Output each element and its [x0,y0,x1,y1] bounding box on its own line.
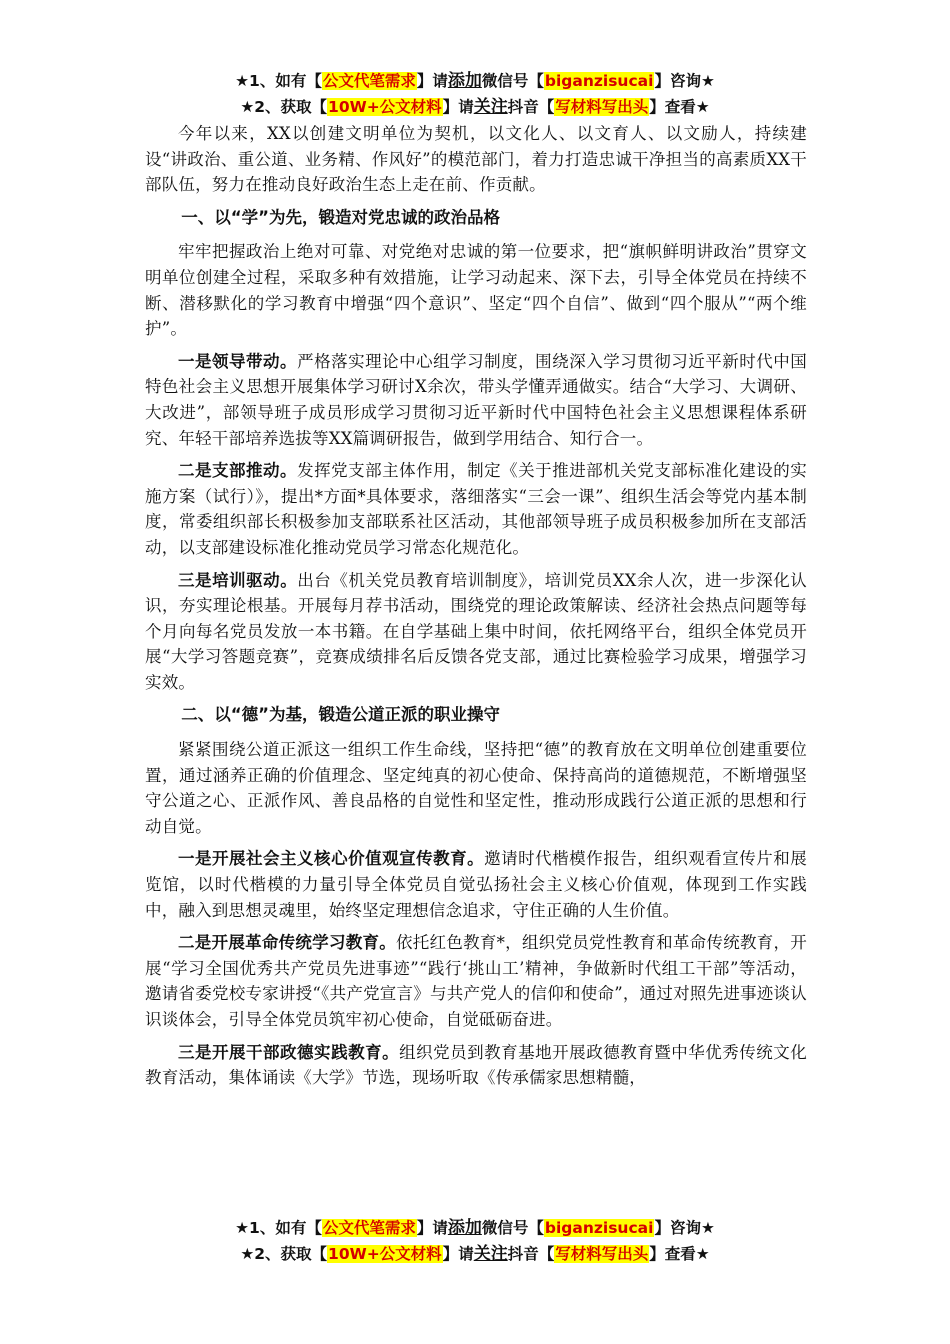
section-1-intro: 牢牢把握政治上绝对可靠、对党绝对忠诚的第一位要求，把“旗帜鲜明讲政治”贯穿文明单位创建全过程，采取多种有效措施，让学习动起来、深下去，引导全体党员在持续不断、潜移默化的学习教育中增强“四个意识”、坚定“四个自信”、做到“四个服从”“两个维护”。 [145,242,807,339]
promo-line-2: ★2、获取【10W+公文材料】请关注抖音【写材料写出头】查看★ [240,97,710,117]
star-icon: ★ [695,1245,710,1263]
highlight-text: 公文代笔需求 [322,72,416,90]
item-text: 依托红色教育*，组织党员党性教育和革命传统教育，开展“学习全国优秀共产党员先进事迹”“践行‘挑山工’精神，争做新时代组工干部”等活动，邀请省委党校专家讲授“《共产党宣言》与共产党人的信仰和使命”，通过对照先进事迹谈认识谈体会，引导全体党员筑牢初心使命，自觉砥砺奋进。 [145,933,807,1029]
wechat-id: biganzisucai [544,72,654,90]
section-1-item-2 [145,458,807,560]
section-1-item-1 [145,349,807,451]
douyin-account: 写材料写出头 [555,1245,649,1263]
highlight-text: 公文代笔需求 [322,1219,416,1237]
item-text: 出台《机关党员教育培训制度》，培训党员XX余人次，进一步深化认识，夯实理论根基。开展每月荐书活动，围绕党的理论政策解读、经济社会热点问题等每个月向每名党员发放一本书籍。在自学基础上集中时间，依托网络平台，组织全体党员开展“大学习答题竞赛”，竞赛成绩排名后反馈各党支部，通过比赛检验学习成果，增强学习实效。 [145,570,807,692]
item-lead: 二是开展革命传统学习教育。 [178,933,397,953]
section-1-heading: 一、以“学”为先，锻造对党忠诚的政治品格 [181,207,500,227]
section-2-intro: 紧紧围绕公道正派这一组织工作生命线，坚持把“德”的教育放在文明单位创建重要位置，通过涵养正确的价值理念、坚定纯真的初心使命、保持高尚的道德规范，不断增强坚守公道之心、正派作风、善良品格的自觉性和坚定性，推动形成践行公道正派的思想和行动自觉。 [145,740,807,836]
star-icon: ★ [700,72,715,90]
intro-paragraph: 今年以来，XX以创建文明单位为契机，以文化人、以文育人、以文励人，持续建设“讲政治、重公道、业务精、作风好”的模范部门，着力打造忠诚干净担当的高素质XX干部队伍，努力在推动良好政治生态上走在前、作贡献。 [145,124,807,195]
promo-line-1: ★1、如有【公文代笔需求】请添加微信号【biganzisucai】咨询★ [235,1218,715,1238]
item-lead: 三是开展干部政德实践教育。 [178,1042,400,1062]
douyin-account: 写材料写出头 [555,98,649,116]
star-icon: ★ [700,1219,715,1237]
item-lead: 一是开展社会主义核心价值观宣传教育。 [178,849,485,869]
promo-line-1: ★1、如有【公文代笔需求】请添加微信号【biganzisucai】咨询★ [235,71,715,91]
item-lead: 二是支部推动。 [178,461,298,481]
item-text: 邀请时代楷模作报告，组织观看宣传片和展览馆，以时代楷模的力量引导全体党员自觉弘扬社会主义核心价值观，体现到工作实践中，融入到思想灵魂里，始终坚定理想信念追求，守住正确的人生价值。 [145,849,807,920]
section-2-item-1 [145,846,807,923]
star-icon: ★ [695,98,710,116]
section-2-item-3 [145,1040,807,1091]
highlight-text: 10W+公文材料 [328,1245,442,1263]
promo-banner-bottom [0,1215,950,1267]
item-text: 严格落实理论中心组学习制度，围绕深入学习贯彻习近平新时代中国特色社会主义思想开展集体学习研讨X余次，带头学懂弄通做实。结合“大学习、大调研、大改进”，部领导班子成员形成学习贯彻习近平新时代中国特色社会主义思想课程体系研究、年轻干部培养选拔等XX篇调研报告，做到学用结合、知行合一。 [145,351,807,448]
section-1-item-3 [145,568,807,696]
section-2-item-2 [145,930,807,1032]
promo-banner-top [0,68,950,120]
section-2-heading: 二、以“德”为基，锻造公道正派的职业操守 [181,705,500,725]
item-lead: 一是领导带动。 [178,351,298,371]
star-icon: ★ [235,72,250,90]
wechat-id: biganzisucai [544,1219,654,1237]
item-lead: 三是培训驱动。 [178,570,298,590]
star-icon: ★ [235,1219,250,1237]
highlight-text: 10W+公文材料 [328,98,442,116]
item-text: 发挥党支部主体作用，制定《关于推进部机关党支部标准化建设的实施方案（试行）》，提出*方面*具体要求，落细落实“三会一课”、组织生活会等党内基本制度，常委组织部长积极参加支部联系社区活动，其他部领导班子成员积极参加所在支部活动，以支部建设标准化推动党员学习常态化规范化。 [145,461,807,557]
document-body [145,121,807,1098]
promo-line-2: ★2、获取【10W+公文材料】请关注抖音【写材料写出头】查看★ [240,1244,710,1264]
star-icon: ★ [240,98,255,116]
item-text: 组织党员到教育基地开展政德教育暨中华优秀传统文化教育活动，集体诵读《大学》节选，现场听取《传承儒家思想精髓， [145,1042,807,1088]
star-icon: ★ [240,1245,255,1263]
